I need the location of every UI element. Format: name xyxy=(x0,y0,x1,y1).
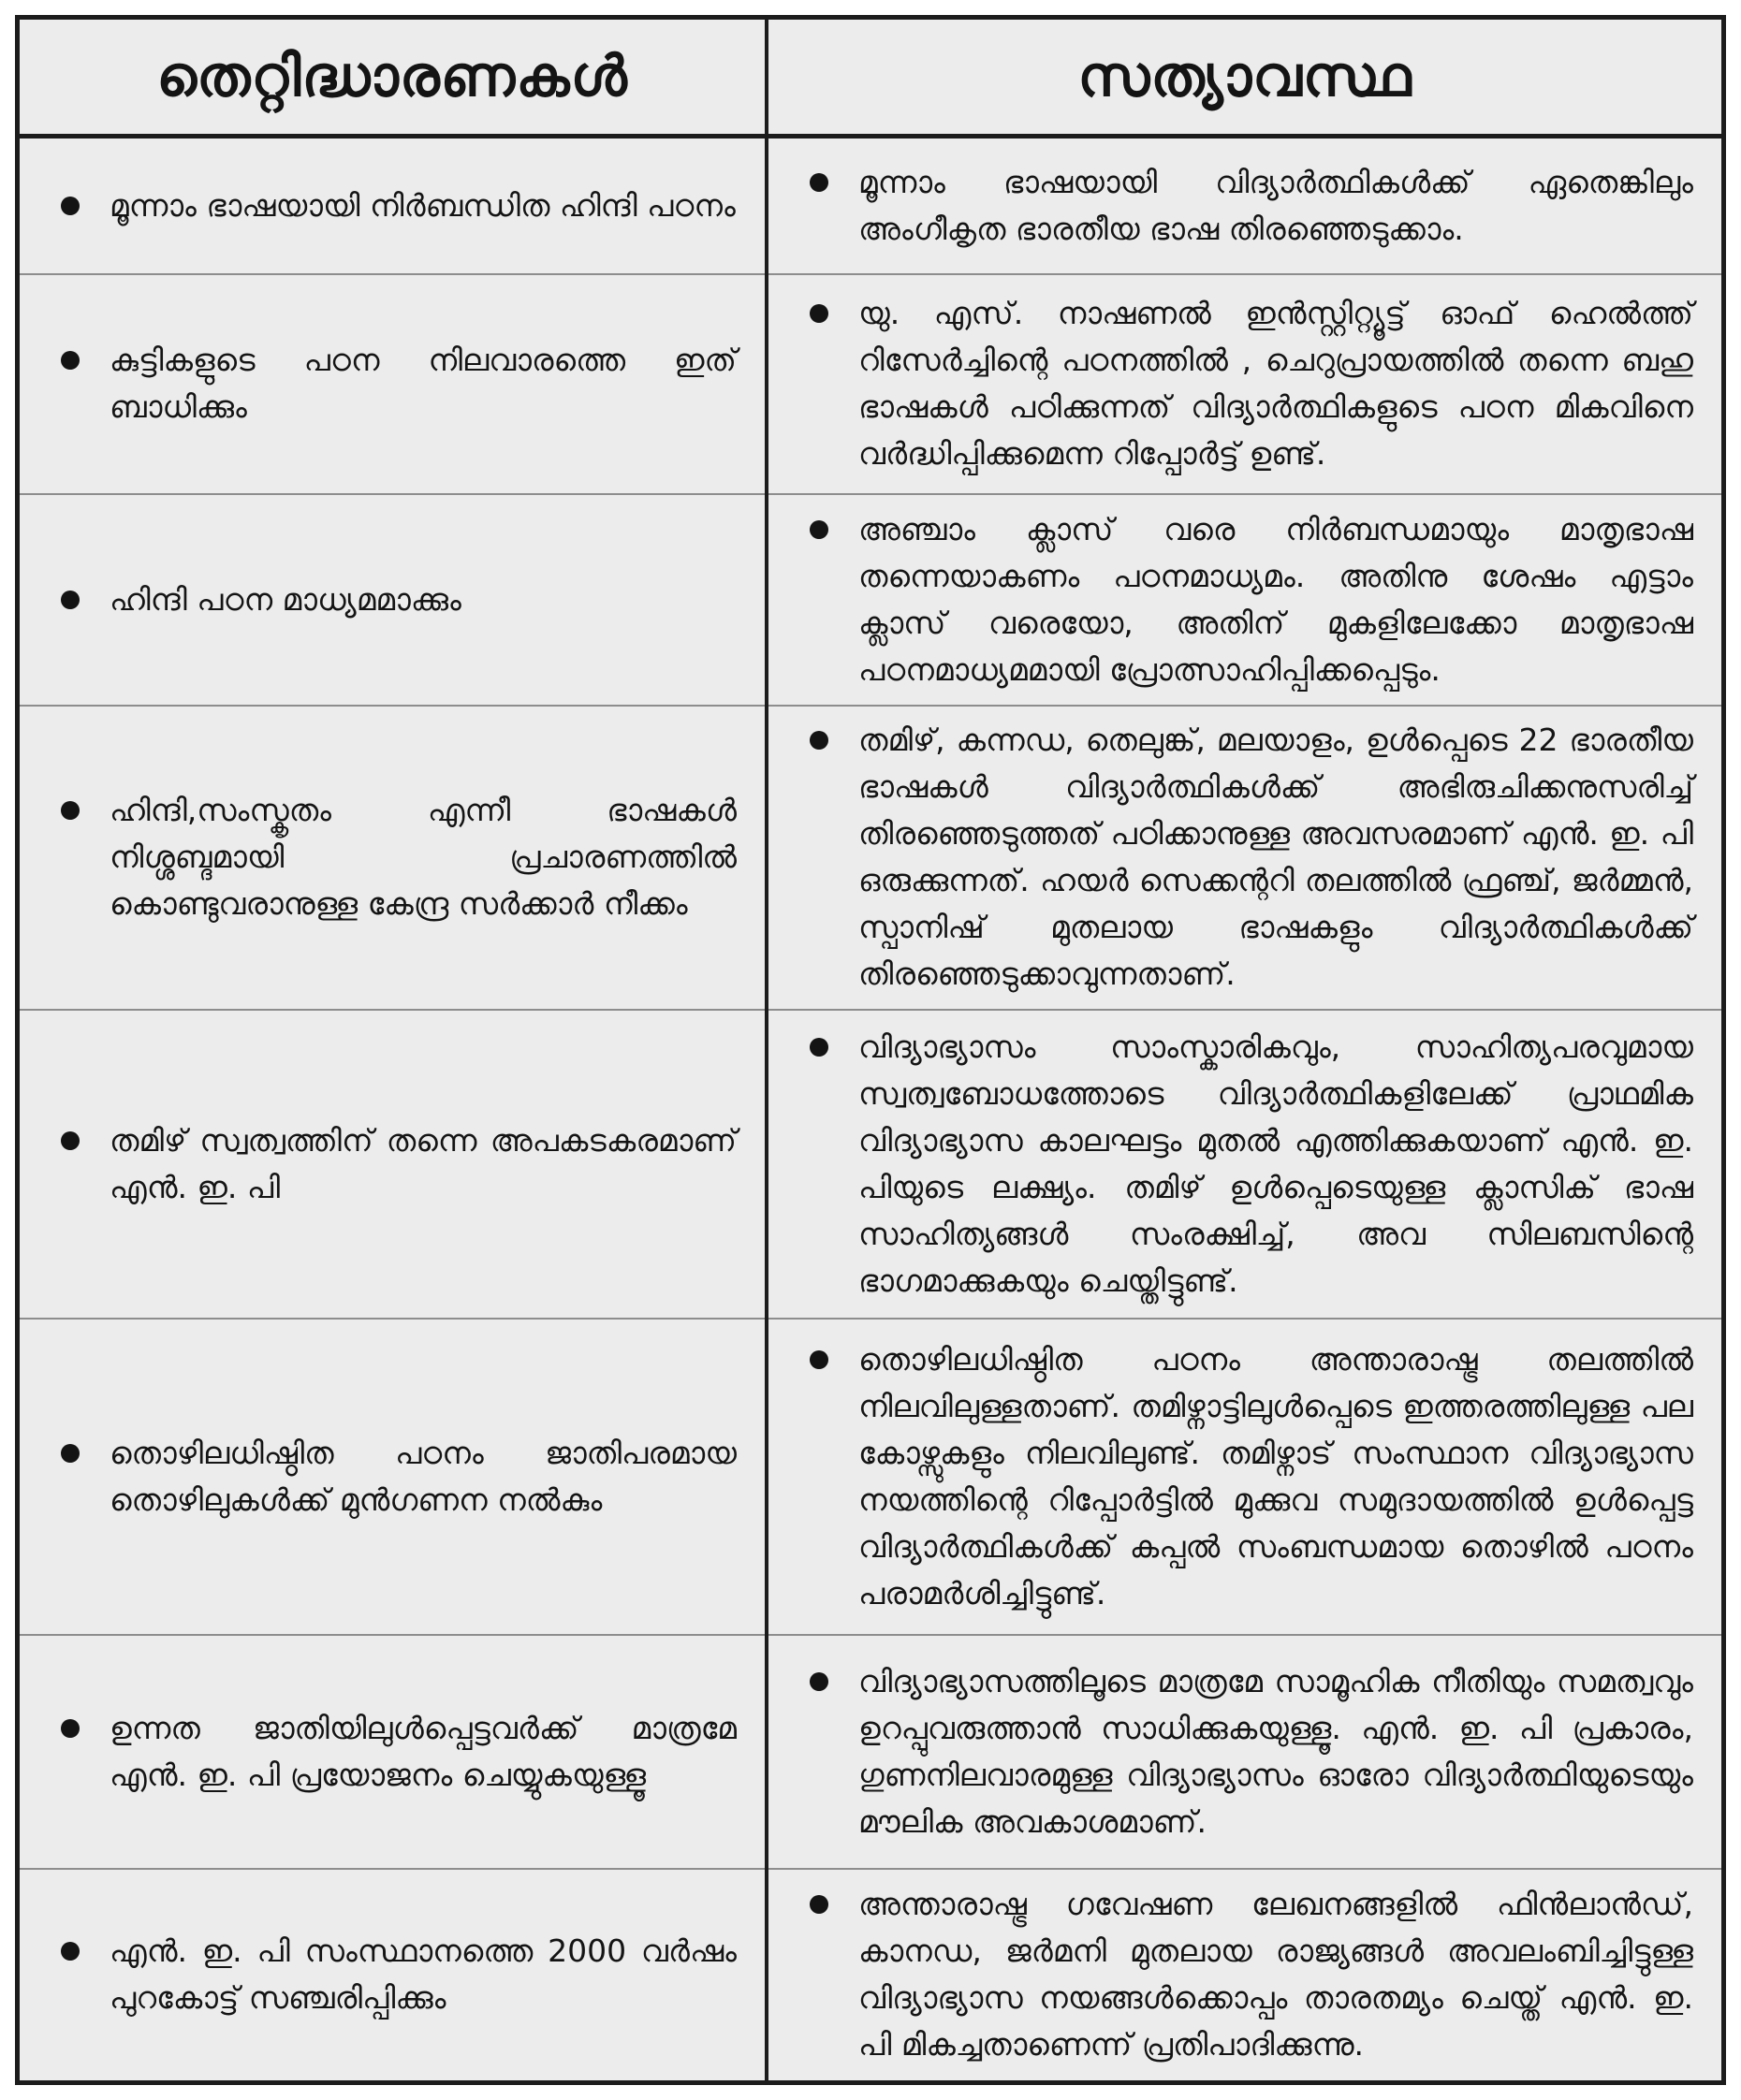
myth-item xyxy=(57,337,737,430)
myth-cell xyxy=(20,1869,767,2081)
fact-item xyxy=(806,717,1693,998)
fact-text: തൊഴിലധിഷ്ഠിത പഠനം അന്താരാഷ്ട്ര തലത്തിൽ നിലവിലുള്ളതാണ്. തമിഴ്നാട്ടിലുൾപ്പെടെ ഇത്തരത്തിലുള്ള പല കോഴ്സുകളും നിലവിലുണ്ട്. തമിഴ്നാട് സംസ്ഥാന വിദ്യാഭ്യാസ നയത്തിന്റെ റിപ്പോർട്ടിൽ മുക്കുവ സമുദായത്തിൽ ഉൾപ്പെട്ട വിദ്യാർത്ഥികൾക്ക് കപ്പൽ സംബന്ധമായ തൊഴിൽ പഠനം പരാമർശിച്ചിട്ടുണ്ട്. xyxy=(858,1340,1693,1611)
bullet-icon xyxy=(61,801,80,820)
fact-text: അന്താരാഷ്ട്ര ഗവേഷണ ലേഖനങ്ങളിൽ ഫിൻലാൻഡ്, കാനഡ, ജർമനി മുതലായ രാജ്യങ്ങൾ അവലംബിച്ചിട്ടുള്ള വിദ്യാഭ്യാസ നയങ്ങൾക്കൊപ്പം താരതമ്യം ചെയ്ത് എൻ. ഇ. പി മികച്ചതാണെന്ന് പ്രതിപാദിക്കുന്നു. xyxy=(858,1886,1693,2064)
fact-cell xyxy=(767,1635,1721,1869)
bullet-icon xyxy=(810,1895,828,1914)
fact-text: യു. എസ്. നാഷണൽ ഇൻസ്റ്റിറ്റ്യൂട്ട് ഓഫ് ഹെൽത്ത് റിസേർച്ചിന്റെ പഠനത്തിൽ , ചെറുപ്രായത്തിൽ തന്നെ ബഹു ഭാഷകൾ പഠിക്കുന്നത് വിദ്യാർത്ഥികളുടെ പഠന മികവിനെ വർദ്ധിപ്പിക്കുമെന്ന റിപ്പോർട്ട് ഉണ്ട്. xyxy=(858,295,1693,472)
myth-item xyxy=(57,1928,737,2021)
myth-text: തൊഴിലധിഷ്ഠിത പഠനം ജാതിപരമായ തൊഴിലുകൾക്ക് മുൻഗണന നൽകും xyxy=(110,1434,737,1518)
fact-text: അഞ്ചാം ക്ലാസ് വരെ നിർബന്ധമായും മാതൃഭാഷ തന്നെയാകണം പഠനമാധ്യമം. അതിനു ശേഷം എട്ടാം ക്ലാസ് വരെയോ, അതിന് മുകളിലേക്കോ മാതൃഭാഷ പഠനമാധ്യമമായി പ്രോത്സാഹിപ്പിക്കപ്പെടും. xyxy=(858,510,1693,688)
bullet-icon xyxy=(810,731,828,750)
fact-item xyxy=(806,159,1693,253)
bullet-icon xyxy=(61,351,80,370)
myth-text: മൂന്നാം ഭാഷയായി നിർബന്ധിത ഹിന്ദി പഠനം xyxy=(110,186,736,224)
fact-item xyxy=(806,1336,1693,1617)
myth-text: കുട്ടികളുടെ പഠന നിലവാരത്തെ ഇത് ബാധിക്കും xyxy=(110,342,737,425)
fact-text: വിദ്യാഭ്യാസം സാംസ്കാരികവും, സാഹിത്യപരവുമായ സ്വത്വബോധത്തോടെ വിദ്യാർത്ഥികളിലേക്ക് പ്രാഥമിക വിദ്യാഭ്യാസ കാലഘട്ടം മുതൽ എത്തിക്കുകയാണ് എൻ. ഇ. പിയുടെ ലക്ഷ്യം. തമിഴ് ഉൾപ്പെടെയുള്ള ക്ലാസിക് ഭാഷ സാഹിത്യങ്ങൾ സംരക്ഷിച്ച്, അവ സിലബസിന്റെ ഭാഗമാക്കുകയും ചെയ്തിട്ടുണ്ട്. xyxy=(858,1028,1693,1299)
table-row xyxy=(20,1010,1721,1319)
fact-item xyxy=(806,1024,1693,1305)
myth-text: ഉന്നത ജാതിയിലുൾപ്പെട്ടവർക്ക് മാത്രമേ എൻ. ഇ. പി പ്രയോജനം ചെയ്യുകയുള്ളൂ xyxy=(110,1709,737,1793)
fact-cell xyxy=(767,137,1721,274)
myth-item xyxy=(57,576,737,623)
myth-cell xyxy=(20,494,767,706)
myth-item xyxy=(57,1430,737,1524)
myth-item xyxy=(57,1705,737,1799)
myths-facts-table xyxy=(20,20,1721,2080)
table-row xyxy=(20,706,1721,1010)
fact-cell xyxy=(767,1319,1721,1635)
table-row xyxy=(20,274,1721,494)
myths-column-header: തെറ്റിദ്ധാരണകൾ xyxy=(20,20,767,137)
myth-text: ഹിന്ദി,സംസ്കൃതം എന്നീ ഭാഷകൾ നിശ്ശബ്ദമായി പ്രചാരണത്തിൽ കൊണ്ടുവരാനുള്ള കേന്ദ്ര സർക്കാർ നീക്കം xyxy=(110,792,737,922)
myth-item xyxy=(57,1117,737,1211)
fact-item xyxy=(806,290,1693,477)
bullet-icon xyxy=(61,1444,80,1463)
fact-text: വിദ്യാഭ്യാസത്തിലൂടെ മാത്രമേ സാമൂഹിക നീതിയും സമത്വവും ഉറപ്പുവരുത്താൻ സാധിക്കുകയുള്ളൂ. എൻ. ഇ. പി പ്രകാരം, ഗുണനിലവാരമുള്ള വിദ്യാഭ്യാസം ഓരോ വിദ്യാർത്ഥിയുടെയും മൗലിക അവകാശമാണ്. xyxy=(858,1662,1693,1840)
myth-item xyxy=(57,182,737,229)
myth-cell xyxy=(20,274,767,494)
table-row xyxy=(20,137,1721,274)
myth-text: എൻ. ഇ. പി സംസ്ഥാനത്തെ 2000 വർഷം പുറകോട്ട് സഞ്ചരിപ്പിക്കും xyxy=(110,1932,737,2017)
fact-cell xyxy=(767,1010,1721,1319)
bullet-icon xyxy=(810,1038,828,1057)
fact-item xyxy=(806,506,1693,693)
fact-cell xyxy=(767,1869,1721,2081)
bullet-icon xyxy=(810,173,828,192)
table-row xyxy=(20,1869,1721,2081)
bullet-icon xyxy=(61,1131,80,1150)
fact-item xyxy=(806,1881,1693,2068)
table-row xyxy=(20,1635,1721,1869)
table-row xyxy=(20,494,1721,706)
fact-text: മൂന്നാം ഭാഷയായി വിദ്യാർത്ഥികൾക്ക് ഏതെങ്കിലും അംഗീകൃത ഭാരതീയ ഭാഷ തിരഞ്ഞെടുക്കാം. xyxy=(858,163,1693,247)
myths-facts-table-frame xyxy=(15,15,1726,2085)
myth-cell xyxy=(20,1635,767,1869)
myth-text: ഹിന്ദി പഠന മാധ്യമമാക്കും xyxy=(110,580,461,618)
fact-cell xyxy=(767,706,1721,1010)
facts-column-header: സത്യാവസ്ഥ xyxy=(767,20,1721,137)
fact-cell xyxy=(767,274,1721,494)
bullet-icon xyxy=(61,197,80,215)
bullet-icon xyxy=(61,591,80,609)
myth-cell xyxy=(20,1010,767,1319)
bullet-icon xyxy=(810,520,828,539)
myth-cell xyxy=(20,137,767,274)
myth-item xyxy=(57,787,737,927)
fact-cell xyxy=(767,494,1721,706)
bullet-icon xyxy=(61,1942,80,1961)
myth-cell xyxy=(20,1319,767,1635)
header-row xyxy=(20,20,1721,137)
fact-text: തമിഴ്, കന്നഡ, തെലുങ്ക്, മലയാളം, ഉൾപ്പെടെ 22 ഭാരതീയ ഭാഷകൾ വിദ്യാർത്ഥികൾക്ക് അഭിരുചിക്കനുസരിച്ച് തിരഞ്ഞെടുത്തത് പഠിക്കാനുള്ള അവസരമാണ് എൻ. ഇ. പി ഒരുക്കുന്നത്. ഹയർ സെക്കന്ററി തലത്തിൽ ഫ്രഞ്ച്, ജർമ്മൻ, സ്പാനിഷ് മുതലായ ഭാഷകളും വിദ്യാർത്ഥികൾക്ക് തിരഞ്ഞെടുക്കാവുന്നതാണ്. xyxy=(858,722,1693,992)
bullet-icon xyxy=(810,1350,828,1369)
bullet-icon xyxy=(810,1672,828,1691)
table-row xyxy=(20,1319,1721,1635)
myth-text: തമിഴ് സ്വത്വത്തിന് തന്നെ അപകടകരമാണ് എൻ. ഇ. പി xyxy=(110,1121,737,1205)
myth-cell xyxy=(20,706,767,1010)
bullet-icon xyxy=(61,1719,80,1738)
bullet-icon xyxy=(810,304,828,323)
fact-item xyxy=(806,1658,1693,1845)
